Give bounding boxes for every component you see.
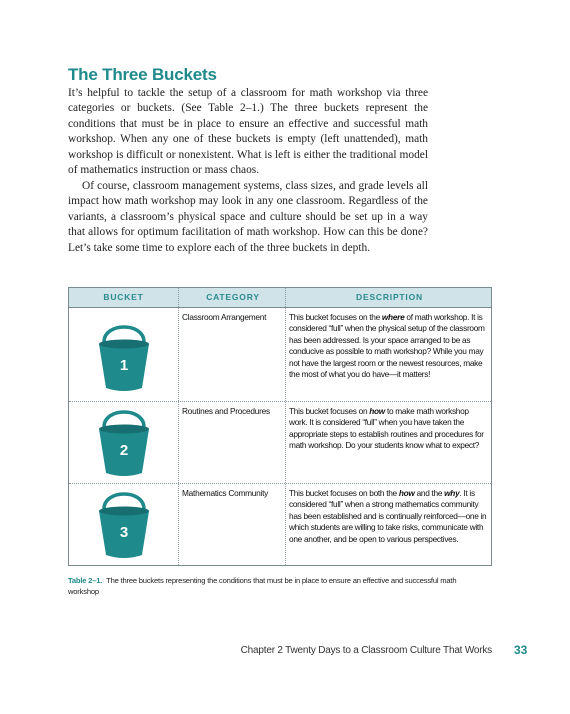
category-cell: Routines and Procedures: [182, 406, 270, 416]
header-bucket: BUCKET: [103, 292, 144, 302]
category-cell: Mathematics Community: [182, 488, 269, 498]
caption-label: Table 2–1.: [68, 576, 103, 585]
description-cell: This bucket focuses on the where of math workshop. It is considered “full” when the physical setup of the classroom has been addressed. Is your space arranged to be as conducive as possible to math workshop? While you may not have the largest room or the newest resources, make the most of what you do have—it matters!: [289, 312, 485, 380]
buckets-table: [68, 287, 492, 566]
running-footer: Chapter 2 Twenty Days to a Classroom Culture That Works: [240, 645, 492, 656]
table-row: [69, 484, 491, 565]
table-row: [69, 402, 491, 482]
bucket-number: 3: [119, 524, 129, 541]
caption-text: The three buckets representing the conditions that must be in place to ensure an effective and successful math workshop: [68, 576, 457, 596]
bucket-number: 1: [119, 357, 129, 374]
bucket-icon: [96, 320, 152, 394]
header-category: CATEGORY: [206, 292, 260, 302]
bucket-number: 2: [119, 442, 129, 459]
body-paragraph-1: It’s helpful to tackle the setup of a classroom for math workshop via three categories or buckets. (See Table 2–1.) The three buckets represent the conditions that must be in place to ensure an effective and successful math workshop. When any one of these buckets is empty (left unattended), math workshop is difficult or nonexistent. What is left is either the traditional model of mathematics instruction or mass chaos.: [68, 87, 428, 177]
description-cell: This bucket focuses on both the how and the why. It is considered “full” when a strong mathematics community has been established and is continually reinforced—one in which students are willing to take risks, communicate with one another, and be open to various perspectives.: [289, 488, 487, 544]
description-cell: This bucket focuses on how to make math workshop work. It is considered “full” when you have taken the appropriate steps to establish routines and procedures for math workshop. Do your students know what to expect?: [289, 406, 484, 451]
bucket-icon: [96, 405, 152, 479]
table-caption: [68, 575, 468, 597]
table-row: [69, 308, 491, 401]
category-cell: Classroom Arrangement: [182, 312, 267, 322]
bucket-icon: [96, 487, 152, 561]
body-paragraph-2: Of course, classroom management systems, class sizes, and grade levels all impact how math workshop may look in any one classroom. Regardless of the variants, a classroom’s physical space and culture should be set up in a way that allows for optimum facilitation of math workshop. How can this be done? Let’s take some time to explore each of the three buckets in depth.: [68, 180, 428, 254]
page-number: 33: [514, 643, 528, 657]
header-description: DESCRIPTION: [356, 292, 423, 302]
section-heading: The Three Buckets: [68, 65, 217, 84]
table-header: [69, 288, 491, 308]
